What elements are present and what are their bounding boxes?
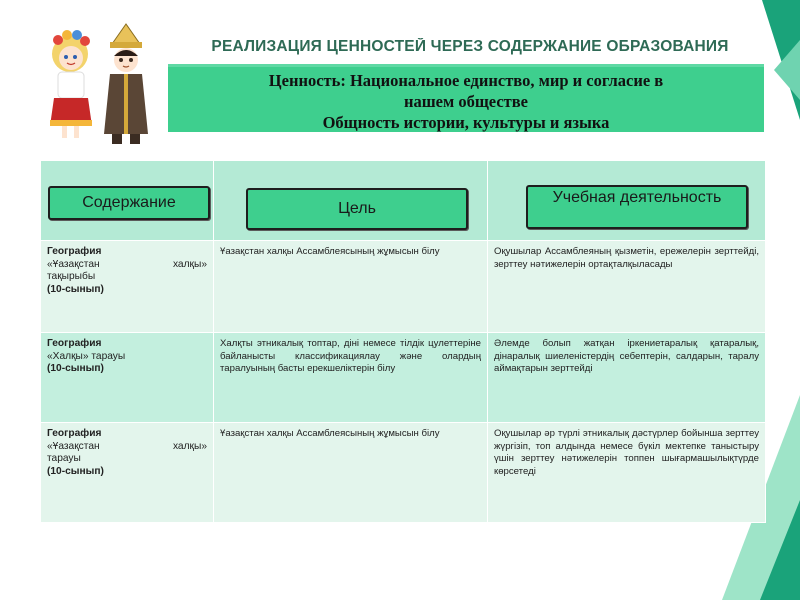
table-cell-content [41,423,214,523]
table-row [41,241,766,333]
subject: География [47,338,102,349]
value-statement-box [168,64,764,132]
header-content-label: Содержание [48,186,210,220]
table-row [41,333,766,423]
topic: тақырыбы [47,271,96,282]
topic: «Халқы» тарауы [47,350,126,362]
table-cell-activity: Оқушылар Ассамблеяның қызметін, ережелерін зерттейді, зерттеу нәтижелерін ортақталқыласады [488,241,766,333]
topic: «Ұазақстан [47,440,100,452]
table-cell-goal: Ұазақстан халқы Ассамблеясының жұмысын білу [214,241,488,333]
subject: География [47,428,102,439]
value-line: нашем обществе [404,92,528,111]
table-cell-goal: Ұазақстан халқы Ассамблеясының жұмысын білу [214,423,488,523]
folk-costume-kids-illustration [40,22,165,152]
decorative-triangle [774,40,800,100]
topic: тарауы [47,453,81,464]
header-goal-label: Цель [246,188,468,230]
value-line: Ценность: Национальное единство, мир и согласие в [268,71,664,90]
header-cell [214,161,488,241]
subject: География [47,246,102,257]
header-cell [488,161,766,241]
table-row [41,423,766,523]
content-table [40,160,766,523]
table-cell-content [41,333,214,423]
topic: халқы» [172,440,207,452]
grade: (10-сынып) [47,363,104,374]
value-line: Общность истории, культуры и языка [322,113,610,132]
decorative-triangle [760,500,800,600]
slide-title: РЕАЛИЗАЦИЯ ЦЕННОСТЕЙ ЧЕРЕЗ СОДЕРЖАНИЕ ОБРАЗОВАНИЯ [211,38,729,55]
table-cell-activity: Оқушылар әр түрлі этникалық дәстүрлер бойынша зерттеу жүргізіп, топ алдында немесе бүкіл мектепке таныстыру үшін зерттеу нәтижелерін топпен шығармашылықтүрде көрсетеді [488,423,766,523]
header-cell [41,161,214,241]
grade: (10-сынып) [47,465,104,477]
grade: (10-сынып) [47,283,104,295]
table-cell-content [41,241,214,333]
table-header-row [41,161,766,241]
table-cell-goal: Халқты этникалық топтар, діні немесе тілдік цулеттеріне байланысты классификациялау және олардың таралуының басты ерекшеліктерін білу [214,333,488,423]
header-activity-label: Учебная деятельность [526,185,748,229]
table-cell-activity: Әлемде болып жатқан іркениетаралық қатаралық, дінаралық шиеленістердің себептерін, салдарын, таралу аймақтарын зерттейді [488,333,766,423]
topic: «Ұазақстан [47,258,100,270]
topic: халқы» [172,258,207,270]
